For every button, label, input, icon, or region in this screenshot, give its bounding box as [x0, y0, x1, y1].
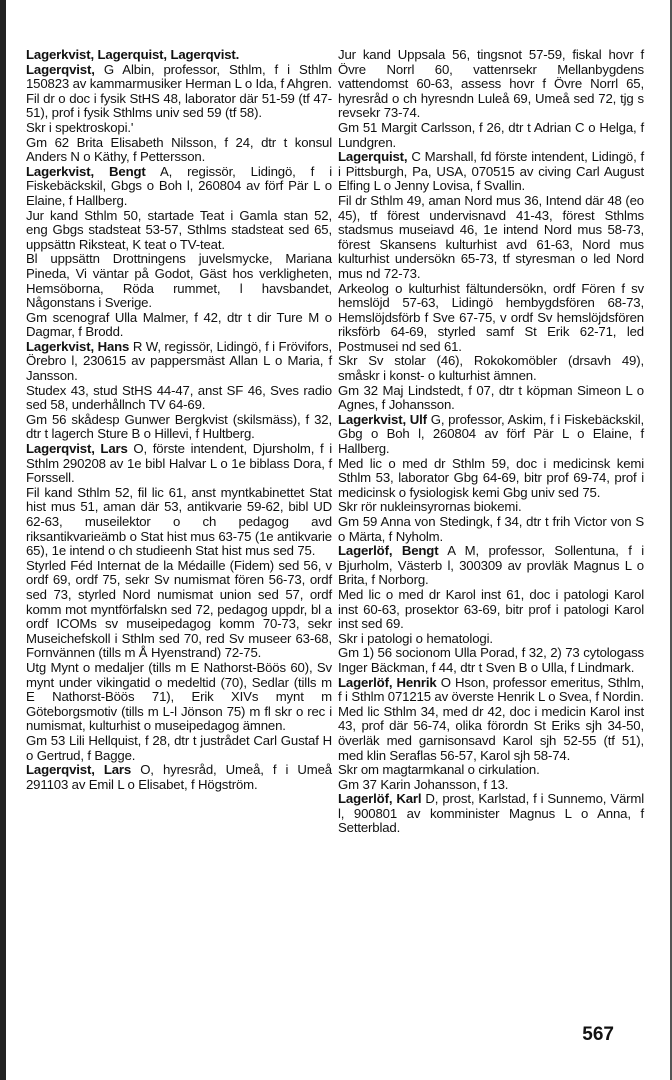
entry-text: Arkeolog o kulturhist fältundersökn, ordf Fören f sv hemslöjd 57-63, Lidingö hembygdsfören 68-73, Hemslöjdsförb f Sve 67-75, v ordf Sv hemslöjdsfören riksförb 64-69, styrled samf St Erik 62-71, led Postmusei nd sed 61.: [338, 280, 644, 354]
entry-paragraph: [338, 515, 644, 544]
entry-text: C Marshall, fd förste intendent, Lidingö, f i Pittsburgh, Pa, USA, 070515 av civing Carl August Elfing L o Jenny Lovisa, f Svallin.: [338, 149, 644, 194]
entry-text: Bl uppsättn Drottningens juvelsmycke, Mariana Pineda, Vi väntar på Godot, Gäst hos verkligheten, Hemsöborna, Röda rummet, l havsbandet, Någonstans i Sverige.: [26, 251, 332, 311]
entry-paragraph: [338, 500, 644, 515]
entry-name: Lagerlöf, Henrik: [338, 674, 437, 690]
entry-name: Lagerqvist, Lars: [26, 441, 128, 457]
entry-name: Lagerkvist, Bengt: [26, 163, 146, 179]
right-column: [338, 48, 644, 836]
entry-text: Med lic o med dr Sthlm 59, doc i medicinsk kemi Sthlm 53, laborator Gbg 64-69, bitr prof 69-74, prof i medicinsk o fysiologisk kemi Gbg univ sed 75.: [338, 455, 644, 500]
entry-text: Skr om magtarmkanal o cirkulation.: [338, 762, 540, 778]
entry-text: Gm 32 Maj Lindstedt, f 07, dtr t köpman Simeon L o Agnes, f Johansson.: [338, 382, 644, 413]
entry-text: Utg Mynt o medaljer (tills m E Nathorst-Böös 60), Sv mynt under vikingatid o medeltid (70), Sedlar (tills m E Nathorst-Böös 71), Erik XIVs mynt m Göteborgsmotiv (tills m L-l Jönson 75) m fl skr o rec i numismat, kulturhist o museipedagog ämnen.: [26, 659, 332, 734]
entry-paragraph: [338, 150, 644, 194]
entry-text: Gm 1) 56 socionom Ulla Porad, f 32, 2) 73 cytologass Inger Bäckman, f 44, dtr t Sven B o Ulla, f Lindmark.: [338, 645, 644, 675]
page-number: 567: [582, 1024, 614, 1045]
entry-paragraph: [26, 413, 332, 442]
entry-text: Gm scenograf Ulla Malmer, f 42, dtr t dir Ture M o Dagmar, f Brodd.: [26, 309, 332, 340]
entry-text: O Hson, professor emeritus, Sthlm, f i Sthlm 071215 av överste Henrik L o Svea, f Nordin.: [338, 674, 645, 705]
entry-name: Lagerlöf, Bengt: [338, 543, 439, 559]
entry-paragraph: [26, 252, 332, 310]
entry-name: Lagerkvist, Hans: [26, 338, 130, 354]
entry-text: Skr Sv stolar (46), Rokokomöbler (drsavh 49), småskr i konst- o kulturhist ämnen.: [338, 353, 644, 384]
entry-paragraph: [338, 194, 644, 282]
entry-text: R W, regissör, Lidingö, f i Frövifors, Örebro l, 230615 av pappersmäst Allan L o Maria, f Jansson.: [26, 338, 332, 384]
entry-paragraph: [338, 588, 644, 632]
entry-paragraph: [338, 763, 644, 778]
entry-paragraph: [338, 544, 644, 588]
entry-text: Gm 59 Anna von Stedingk, f 34, dtr t frih Victor von S o Märta, f Nyholm.: [338, 514, 644, 544]
entry-name: Lagerquist,: [338, 149, 408, 165]
bio-entry: [338, 413, 644, 544]
entry-paragraph: [26, 559, 332, 661]
entry-paragraph: [26, 734, 332, 763]
entry-text: Jur kand Uppsala 56, tingsnot 57-59, fiskal hovr f Övre Norrl 60, vattenrsekr Mellanbygdens vattendomst 60-63, assess hovr f Övre Norrl 65, hyresråd o ch hyresndn Luleå 69, Umeå sed 72, tjg s revsekr 73-74.: [338, 47, 644, 121]
entry-name: Lagerkvist, Ulf: [338, 411, 427, 427]
entry-text: G Albin, professor, Sthlm, f i Sthlm 150823 av kammarmusiker Herman L o Ida, f Ahgren.: [26, 61, 333, 92]
right-entries: [338, 48, 644, 836]
entry-paragraph: [338, 121, 644, 150]
entry-paragraph: [338, 457, 644, 501]
entry-paragraph: [338, 792, 644, 836]
entry-text: Studex 43, stud StHS 44-47, anst SF 46, Sves radio sed 58, underhållnch TV 64-69.: [26, 382, 332, 413]
entry-paragraph: [26, 136, 332, 165]
entry-paragraph: [338, 48, 644, 121]
entry-name: Lagerqvist,: [26, 61, 95, 77]
entry-text: O, förste intendent, Djursholm, f i Sthlm 290208 av 1e bibl Halvar L o 1e biblass Dora, f Forssell.: [26, 441, 332, 486]
entry-text: Fil kand Sthlm 52, fil lic 61, anst myntkabinettet Stat hist mus 51, aman där 53, antikvarie 59-62, bibl UD 62-63, museilektor o ch pedagog avd riksantikvarieämb o Stat hist mus 63-75 (1e antikvarie 65), 1e intend o ch studieenh Stat hist mus sed 75.: [26, 484, 332, 559]
entry-paragraph: [338, 632, 644, 647]
entry-text: D, prost, Karlstad, f i Sunnemo, Värml l, 900801 av komminister Magnus L o Anna, f Setterblad.: [338, 791, 645, 836]
bio-entry: [338, 676, 644, 793]
entry-paragraph: [26, 209, 332, 253]
entry-paragraph: [26, 763, 332, 792]
entry-paragraph: [26, 92, 332, 121]
entry-paragraph: [338, 705, 644, 763]
entry-text: A, regissör, Lidingö, f i Fiskebäckskil, Gbgs o Boh l, 260804 av förf Pär L o Elaine, f Hallberg.: [26, 163, 332, 208]
entry-name: Lagerlöf, Karl: [338, 791, 422, 807]
bio-entry: [338, 48, 644, 150]
left-column: [26, 48, 332, 792]
entry-text: G, professor, Askim, f i Fiskebäckskil, Gbg o Boh l, 260804 av förf Pär L o Elaine, f Hallberg.: [338, 411, 644, 457]
bio-entry: [26, 63, 332, 165]
entry-paragraph: [338, 413, 644, 457]
entry-name: Lagerqvist, Lars: [26, 762, 132, 778]
entry-paragraph: [26, 340, 332, 384]
bio-entry: [338, 544, 644, 675]
entry-text: Jur kand Sthlm 50, startade Teat i Gamla stan 52, eng Gbgs stadsteat 53-57, Sthlms stadsteat sed 65, uppsättn Riksteat, K teat o TV-teat.: [26, 207, 332, 252]
entry-text: Gm 62 Brita Elisabeth Nilsson, f 24, dtr t konsul Anders N o Käthy, f Pettersson.: [26, 134, 332, 165]
entry-text: Fil dr o doc i fysik StHS 48, laborator där 51-59 (tf 47-51), prof i fysik Sthlms univ sed 59 (tf 58).: [26, 90, 332, 121]
entry-paragraph: [26, 63, 332, 92]
left-entries: [26, 63, 332, 793]
bio-entry: [26, 763, 332, 792]
entry-text: Med lic o med dr Karol inst 61, doc i patologi Karol inst 60-63, prosektor 63-69, bitr prof i patologi Karol inst sed 69.: [338, 586, 644, 632]
bio-entry: [26, 442, 332, 763]
bio-entry: [26, 165, 332, 340]
entry-text: Skr i patologi o hematologi.: [338, 630, 493, 646]
bio-entry: [26, 340, 332, 442]
entry-text: O, hyresråd, Umeå, f i Umeå 291103 av Emil L o Elisabet, f Högström.: [26, 762, 332, 792]
entry-paragraph: [338, 282, 644, 355]
entry-text: Gm 56 skådesp Gunwer Bergkvist (skilsmäss), f 32, dtr t lagerch Sture B o Hillevi, f Hultberg.: [26, 411, 332, 442]
entry-paragraph: [338, 778, 644, 793]
entry-text: Med lic Sthlm 34, med dr 42, doc i medicin Karol inst 43, prof där 56-74, olika förordn St Eriks sjh 34-50, överläk med garnisonsavd Karol sjh 52-55 (tf 51), med klin Seraflas 56-57, Karol sjh 58-74.: [338, 703, 644, 763]
bio-entry: [338, 150, 644, 413]
bio-entry: [338, 792, 644, 836]
entry-paragraph: [338, 676, 644, 705]
entry-paragraph: [26, 165, 332, 209]
entry-text: Skr i spektroskopi.': [26, 119, 134, 135]
entry-paragraph: [26, 486, 332, 559]
entry-paragraph: [26, 661, 332, 734]
scan-edge-left: [0, 0, 6, 1080]
entry-paragraph: [338, 354, 644, 383]
section-header: Lagerkvist, Lagerquist, Lagerqvist.: [26, 47, 240, 62]
entry-text: Gm 37 Karin Johansson, f 13.: [338, 776, 509, 792]
entry-text: Gm 53 Lili Hellquist, f 28, dtr t justrådet Carl Gustaf H o Gertrud, f Bagge.: [26, 732, 332, 763]
entry-text: Styrled Féd Internat de la Médaille (Fidem) sed 56, v ordf 69, ordf 75, sekr Sv numismat fören 56-73, ordf sed 73, styrled Nord numismat union sed 57, ordf komm mot myntförfalskn sed 72, pedagog uppdr, bl a ordf ICOMs sv museipedagog komm 70-73, sekr Museichefskoll i Sthlm sed 70, red Sv museer 63-68, Fornvännen (tills m Å Hyenstrand) 72-75.: [26, 557, 332, 661]
entry-text: Fil dr Sthlm 49, aman Nord mus 36, Intend där 48 (eo 45), tf förest undervisnavd 41-43, förest Sthlms stadsmus museiavd 46, 1e intend Nord mus 58-73, förest Skansens kulturhist avd 61-63, Nord mus kulturhist undersökn 65-73, tf styresman o led Nord mus nd 72-73.: [338, 192, 644, 281]
entry-text: A M, professor, Sollentuna, f i Bjurholm, Västerb l, 300309 av provläk Magnus L o Brita, f Norborg.: [338, 543, 644, 588]
entry-text: Skr rör nukleinsyrornas biokemi.: [338, 499, 522, 515]
entry-paragraph: [26, 442, 332, 486]
entry-paragraph: [26, 121, 332, 136]
entry-paragraph: [338, 384, 644, 413]
entry-paragraph: [338, 646, 644, 675]
entry-paragraph: [26, 384, 332, 413]
entry-text: Gm 51 Margit Carlsson, f 26, dtr t Adrian C o Helga, f Lundgren.: [338, 119, 644, 150]
entry-paragraph: [26, 311, 332, 340]
